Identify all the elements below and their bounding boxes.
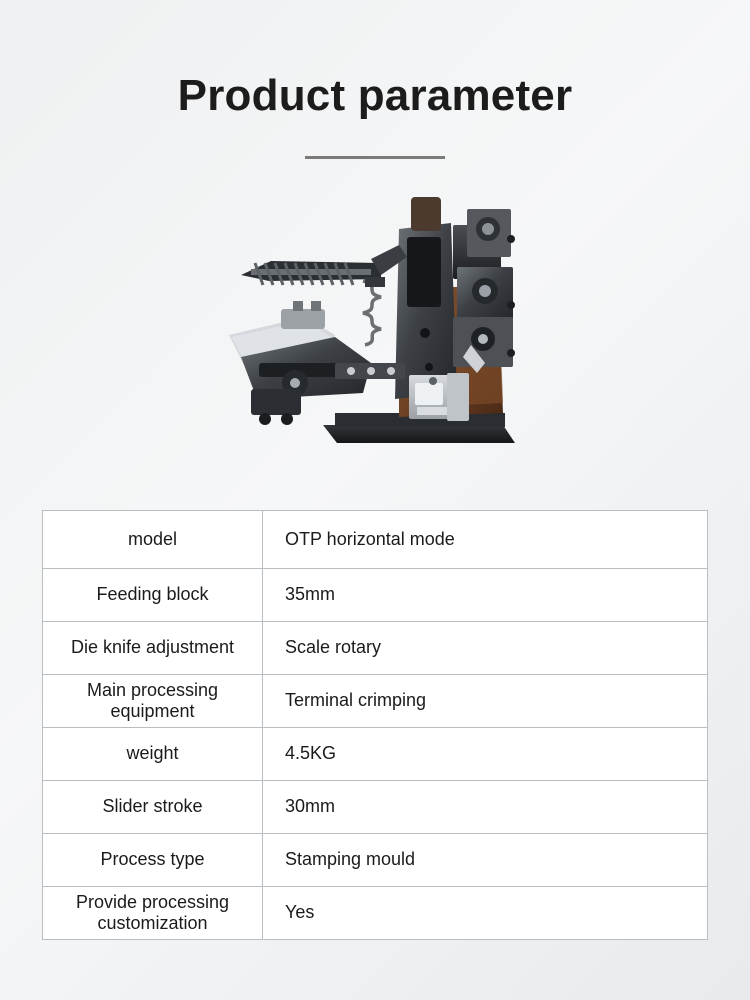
- table-row: [43, 728, 708, 781]
- spec-value: Terminal crimping: [263, 675, 708, 728]
- table-row: [43, 781, 708, 834]
- table-row: [43, 511, 708, 569]
- spec-value: Yes: [263, 887, 708, 940]
- spec-label: Provide processing customization: [43, 887, 263, 940]
- table-row: [43, 622, 708, 675]
- spec-label: Die knife adjustment: [43, 622, 263, 675]
- title-divider: [305, 156, 445, 159]
- product-parameter-table: [42, 510, 708, 940]
- spec-value: Stamping mould: [263, 834, 708, 887]
- spec-label: weight: [43, 728, 263, 781]
- table-row: [43, 569, 708, 622]
- spec-label: Feeding block: [43, 569, 263, 622]
- product-photo: [185, 167, 545, 467]
- spec-value: 35mm: [263, 569, 708, 622]
- spec-value: 4.5KG: [263, 728, 708, 781]
- table-row: [43, 834, 708, 887]
- spec-label: model: [43, 511, 263, 569]
- table-row: [43, 675, 708, 728]
- page-header: [0, 0, 750, 159]
- spec-label: Slider stroke: [43, 781, 263, 834]
- page-title: Product parameter: [177, 71, 573, 120]
- spec-value: Scale rotary: [263, 622, 708, 675]
- table-row: [43, 887, 708, 940]
- spec-label: Process type: [43, 834, 263, 887]
- spec-value: OTP horizontal mode: [263, 511, 708, 569]
- product-image-area: [0, 167, 750, 497]
- spec-value: 30mm: [263, 781, 708, 834]
- spec-label: Main processing equipment: [43, 675, 263, 728]
